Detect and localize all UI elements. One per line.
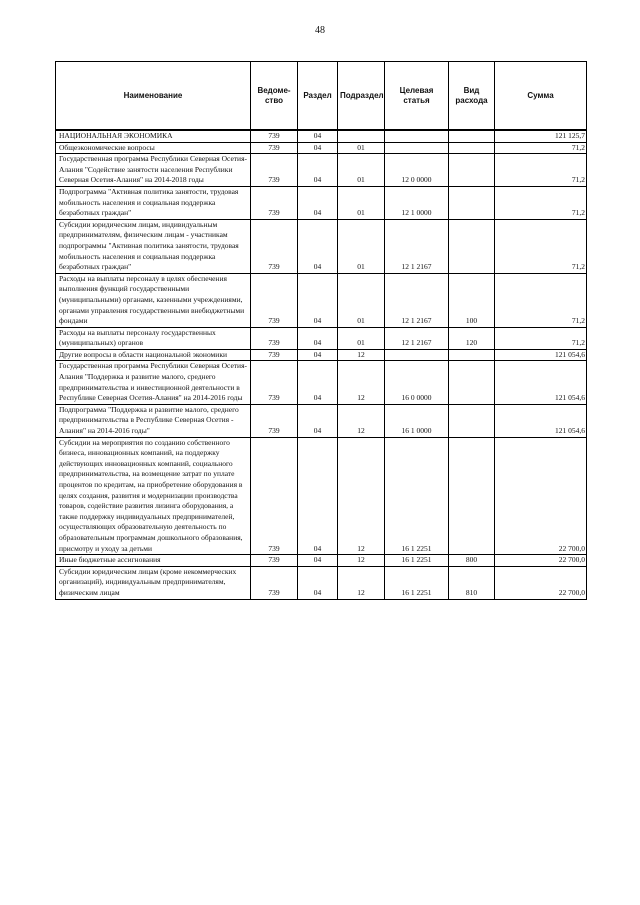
row-amount: 71,2 xyxy=(495,142,587,154)
row-section: 04 xyxy=(298,219,338,273)
row-section: 04 xyxy=(298,404,338,437)
row-dept: 739 xyxy=(251,555,298,567)
row-target: 16 1 0000 xyxy=(385,404,449,437)
row-subsection: 12 xyxy=(338,361,385,404)
row-name: НАЦИОНАЛЬНАЯ ЭКОНОМИКА xyxy=(56,130,251,142)
row-amount: 121 054,6 xyxy=(495,349,587,361)
page-number: 48 xyxy=(315,25,325,36)
row-name: Подпрограмма "Активная политика занятости, трудовая мобильность населения и социальная поддержка безработных граждан" xyxy=(56,186,251,219)
table-row xyxy=(56,555,587,567)
row-section: 04 xyxy=(298,130,338,142)
row-amount: 22 700,0 xyxy=(495,437,587,555)
header-subsection: Подраздел xyxy=(338,62,385,131)
row-amount: 121 125,7 xyxy=(495,130,587,142)
table-row xyxy=(56,361,587,404)
header-row xyxy=(56,62,587,131)
row-target: 12 1 2167 xyxy=(385,273,449,327)
row-target: 16 1 2251 xyxy=(385,566,449,599)
header-amount: Сумма xyxy=(495,62,587,131)
row-target: 16 0 0000 xyxy=(385,361,449,404)
table-row xyxy=(56,142,587,154)
row-section: 04 xyxy=(298,154,338,187)
row-dept: 739 xyxy=(251,154,298,187)
row-section: 04 xyxy=(298,349,338,361)
row-amount: 71,2 xyxy=(495,154,587,187)
row-exp-type xyxy=(449,186,495,219)
row-section: 04 xyxy=(298,361,338,404)
row-name: Общеэкономические вопросы xyxy=(56,142,251,154)
table-row xyxy=(56,186,587,219)
header-name: Наименование xyxy=(56,62,251,131)
header-target: Целевая статья xyxy=(385,62,449,131)
row-dept: 739 xyxy=(251,437,298,555)
table-row xyxy=(56,327,587,349)
row-amount: 22 700,0 xyxy=(495,566,587,599)
row-dept: 739 xyxy=(251,566,298,599)
row-section: 04 xyxy=(298,186,338,219)
row-target xyxy=(385,349,449,361)
row-dept: 739 xyxy=(251,349,298,361)
table-row xyxy=(56,219,587,273)
row-name: Иные бюджетные ассигнования xyxy=(56,555,251,567)
row-name: Субсидии на мероприятия по созданию собственного бизнеса, инновационных компаний, на поддержку действующих инновационных компаний, социального предпринимательства, на возмещение затрат по уплате процентов по кредитам, на приобретение оборудования в целях создания, развития и модернизации производства товаров, содействие развития лизинга оборудования, а также поддержку индивидуальных предпринимателей, осуществляющих образовательную деятельность по образовательным программам дошкольного образования, присмотру и уходу за детьми xyxy=(56,437,251,555)
row-subsection: 01 xyxy=(338,273,385,327)
row-section: 04 xyxy=(298,566,338,599)
row-exp-type xyxy=(449,404,495,437)
row-name: Расходы на выплаты персоналу государственных (муниципальных) органов xyxy=(56,327,251,349)
table-row xyxy=(56,566,587,599)
row-amount: 71,2 xyxy=(495,219,587,273)
row-name: Субсидии юридическим лицам, индивидуальным предпринимателям, физическим лицам - участникам подпрограммы "Активная политика занятости, трудовая мобильность населения и социальная поддержка безработных граждан" xyxy=(56,219,251,273)
row-target xyxy=(385,130,449,142)
row-name: Государственная программа Республики Северная Осетия-Алания "Поддержка и развитие малого, среднего предпринимательства и инвестиционной деятельности в Республике Северная Осетия-Алания" на 2014-2016 годы xyxy=(56,361,251,404)
row-amount: 71,2 xyxy=(495,186,587,219)
row-exp-type xyxy=(449,219,495,273)
row-section: 04 xyxy=(298,142,338,154)
row-subsection: 12 xyxy=(338,404,385,437)
row-target: 12 1 2167 xyxy=(385,327,449,349)
header-exp-type: Вид расхода xyxy=(449,62,495,131)
row-dept: 739 xyxy=(251,327,298,349)
table-row xyxy=(56,154,587,187)
table-row xyxy=(56,437,587,555)
row-target: 16 1 2251 xyxy=(385,437,449,555)
table-row xyxy=(56,130,587,142)
row-dept: 739 xyxy=(251,142,298,154)
row-dept: 739 xyxy=(251,361,298,404)
row-section: 04 xyxy=(298,327,338,349)
row-subsection: 01 xyxy=(338,142,385,154)
row-dept: 739 xyxy=(251,404,298,437)
row-name: Расходы на выплаты персоналу в целях обеспечения выполнения функций государственными (муниципальными) органами, казенными учреждениями, органами управления государственными внебюджетными фондами xyxy=(56,273,251,327)
table-row xyxy=(56,349,587,361)
row-subsection xyxy=(338,130,385,142)
header-section: Раздел xyxy=(298,62,338,131)
row-name: Другие вопросы в области национальной экономики xyxy=(56,349,251,361)
row-amount: 121 054,6 xyxy=(495,404,587,437)
row-target: 12 1 2167 xyxy=(385,219,449,273)
row-exp-type: 810 xyxy=(449,566,495,599)
row-subsection: 01 xyxy=(338,219,385,273)
row-dept: 739 xyxy=(251,219,298,273)
row-dept: 739 xyxy=(251,186,298,219)
header-dept: Ведоме- ство xyxy=(251,62,298,131)
row-subsection: 12 xyxy=(338,555,385,567)
row-amount: 71,2 xyxy=(495,273,587,327)
row-target: 16 1 2251 xyxy=(385,555,449,567)
row-exp-type xyxy=(449,349,495,361)
row-amount: 121 054,6 xyxy=(495,361,587,404)
row-dept: 739 xyxy=(251,130,298,142)
row-amount: 22 700,0 xyxy=(495,555,587,567)
row-exp-type xyxy=(449,142,495,154)
row-exp-type: 120 xyxy=(449,327,495,349)
row-subsection: 01 xyxy=(338,154,385,187)
row-exp-type xyxy=(449,130,495,142)
table-row xyxy=(56,404,587,437)
row-exp-type: 100 xyxy=(449,273,495,327)
row-subsection: 12 xyxy=(338,437,385,555)
row-subsection: 01 xyxy=(338,186,385,219)
row-exp-type xyxy=(449,361,495,404)
row-amount: 71,2 xyxy=(495,327,587,349)
row-exp-type xyxy=(449,437,495,555)
row-section: 04 xyxy=(298,437,338,555)
row-exp-type xyxy=(449,154,495,187)
row-target: 12 0 0000 xyxy=(385,154,449,187)
row-target xyxy=(385,142,449,154)
row-exp-type: 800 xyxy=(449,555,495,567)
row-name: Субсидии юридическим лицам (кроме некоммерческих организаций), индивидуальным предпринимателям, физическим лицам xyxy=(56,566,251,599)
row-subsection: 12 xyxy=(338,349,385,361)
row-section: 04 xyxy=(298,273,338,327)
row-subsection: 12 xyxy=(338,566,385,599)
table-row xyxy=(56,273,587,327)
row-name: Подпрограмма "Поддержка и развитие малого, среднего предпринимательства в Республике Северная Осетия - Алания" на 2014-2016 годы" xyxy=(56,404,251,437)
row-section: 04 xyxy=(298,555,338,567)
row-subsection: 01 xyxy=(338,327,385,349)
budget-table xyxy=(55,61,587,600)
row-dept: 739 xyxy=(251,273,298,327)
row-name: Государственная программа Республики Северная Осетия-Алания "Содействие занятости населения Республики Северная Осетия-Алания" на 2014-2018 годы xyxy=(56,154,251,187)
row-target: 12 1 0000 xyxy=(385,186,449,219)
